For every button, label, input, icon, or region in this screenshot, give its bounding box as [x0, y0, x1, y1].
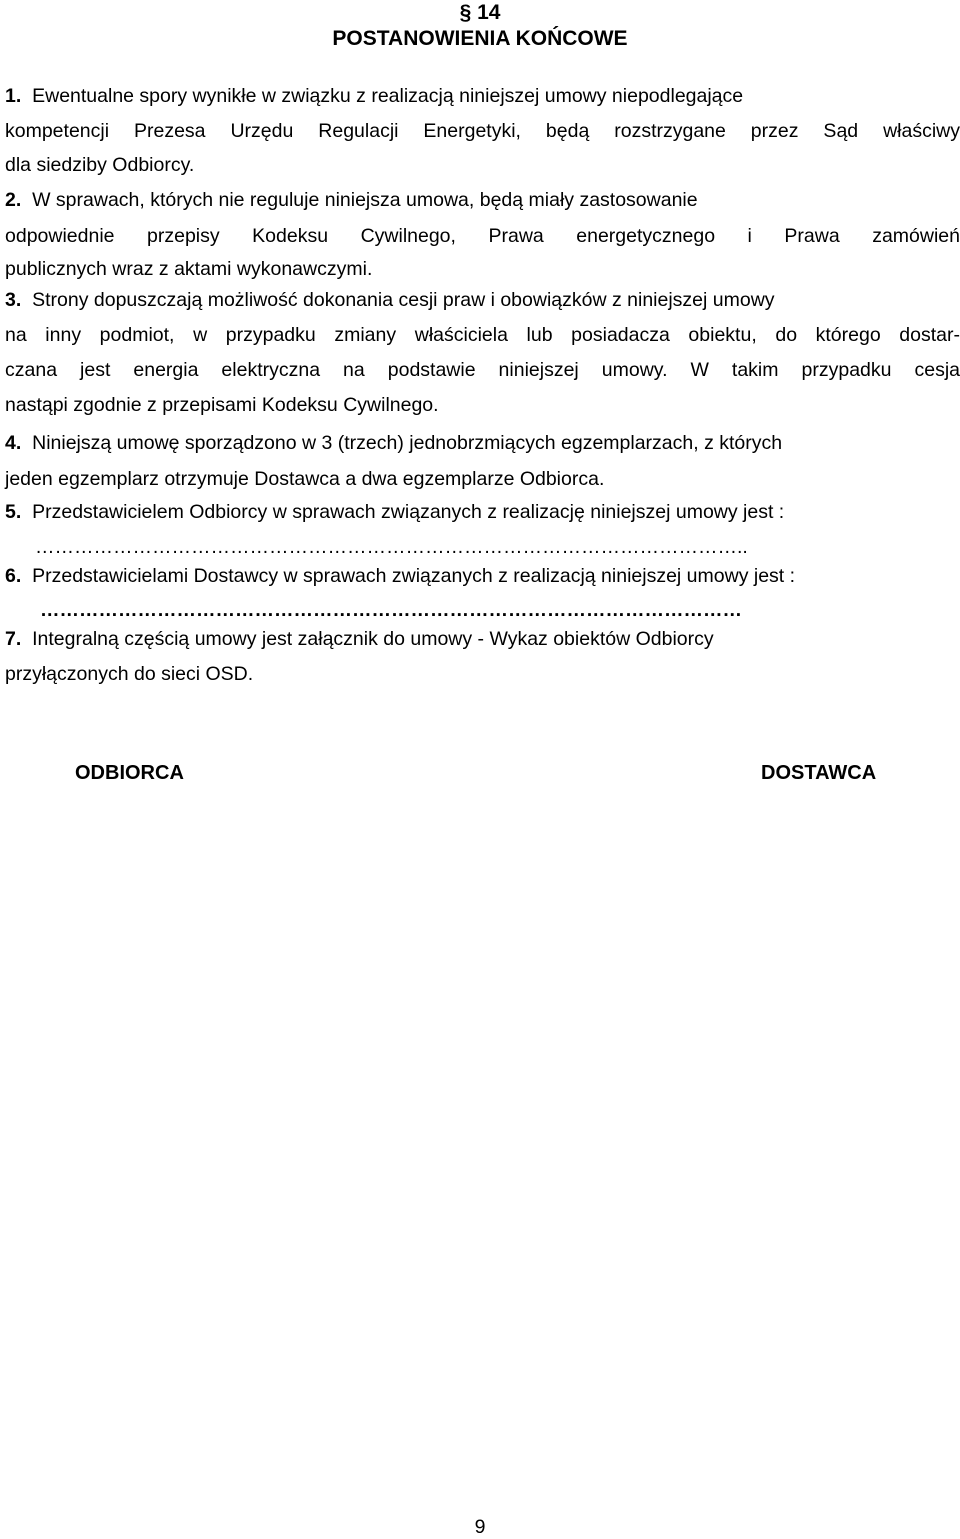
paragraph-2-line-1 [5, 188, 698, 212]
paragraph-1-line-3: dla siedziby Odbiorcy. [5, 154, 195, 176]
paragraph-number: 2. [5, 189, 22, 211]
paragraph-2-line-2: odpowiednie przepisy Kodeksu Cywilnego, Prawa energetycznego i Prawa zamówień [5, 225, 960, 247]
paragraph-number: 3. [5, 289, 22, 311]
section-number: § 14 [459, 1, 501, 24]
paragraph-number: 5. [5, 501, 22, 523]
paragraph-text: W sprawach, których nie reguluje niniejsza umowa, będą miały zastosowanie [32, 189, 698, 211]
signature-dostawca: DOSTAWCA [761, 762, 877, 784]
paragraph-7-line-1 [5, 627, 714, 651]
paragraph-text: Integralną częścią umowy jest załącznik do umowy - Wykaz obiektów Odbiorcy [32, 628, 714, 650]
paragraph-3-line-4: nastąpi zgodnie z przepisami Kodeksu Cywilnego. [5, 394, 439, 416]
paragraph-1-line-1 [5, 84, 743, 108]
paragraph-number: 4. [5, 432, 22, 454]
paragraph-number: 1. [5, 85, 22, 107]
paragraph-number: 6. [5, 565, 22, 587]
paragraph-number: 7. [5, 628, 22, 650]
representative-fill-line: ……………………………………………………………………………………………….. [35, 536, 748, 558]
representative-fill-line: ……………………………………………………………………………………………… [40, 599, 742, 621]
paragraph-text: Przedstawicielem Odbiorcy w sprawach związanych z realizację niniejszej umowy jest : [32, 501, 785, 523]
paragraph-3-line-3: czana jest energia elektryczna na podstawie niniejszej umowy. W takim przypadku cesja [5, 359, 960, 381]
paragraph-5-line-1 [5, 500, 784, 524]
paragraph-text: Strony dopuszczają możliwość dokonania cesji praw i obowiązków z niniejszej umowy [32, 289, 775, 311]
paragraph-4-line-1 [5, 431, 782, 455]
paragraph-6-line-1 [5, 564, 795, 588]
paragraph-3-line-1 [5, 288, 775, 312]
paragraph-1-line-2: kompetencji Prezesa Urzędu Regulacji Energetyki, będą rozstrzygane przez Sąd właściwy [5, 120, 960, 142]
section-title: POSTANOWIENIA KOŃCOWE [332, 27, 628, 50]
signature-odbiorca: ODBIORCA [75, 762, 184, 784]
paragraph-text: Niniejszą umowę sporządzono w 3 (trzech) jednobrzmiących egzemplarzach, z których [32, 432, 783, 454]
paragraph-4-line-2: jeden egzemplarz otrzymuje Dostawca a dwa egzemplarze Odbiorca. [5, 468, 605, 490]
paragraph-text: Ewentualne spory wynikłe w związku z realizacją niniejszej umowy niepodlegające [32, 85, 744, 107]
paragraph-7-line-2: przyłączonych do sieci OSD. [5, 663, 254, 685]
paragraph-text: Przedstawicielami Dostawcy w sprawach związanych z realizacją niniejszej umowy jest : [32, 565, 796, 587]
paragraph-2-line-3: publicznych wraz z aktami wykonawczymi. [5, 258, 373, 280]
paragraph-3-line-2: na inny podmiot, w przypadku zmiany właściciela lub posiadacza obiektu, do którego dostar- [5, 324, 960, 346]
page-number: 9 [474, 1516, 486, 1538]
